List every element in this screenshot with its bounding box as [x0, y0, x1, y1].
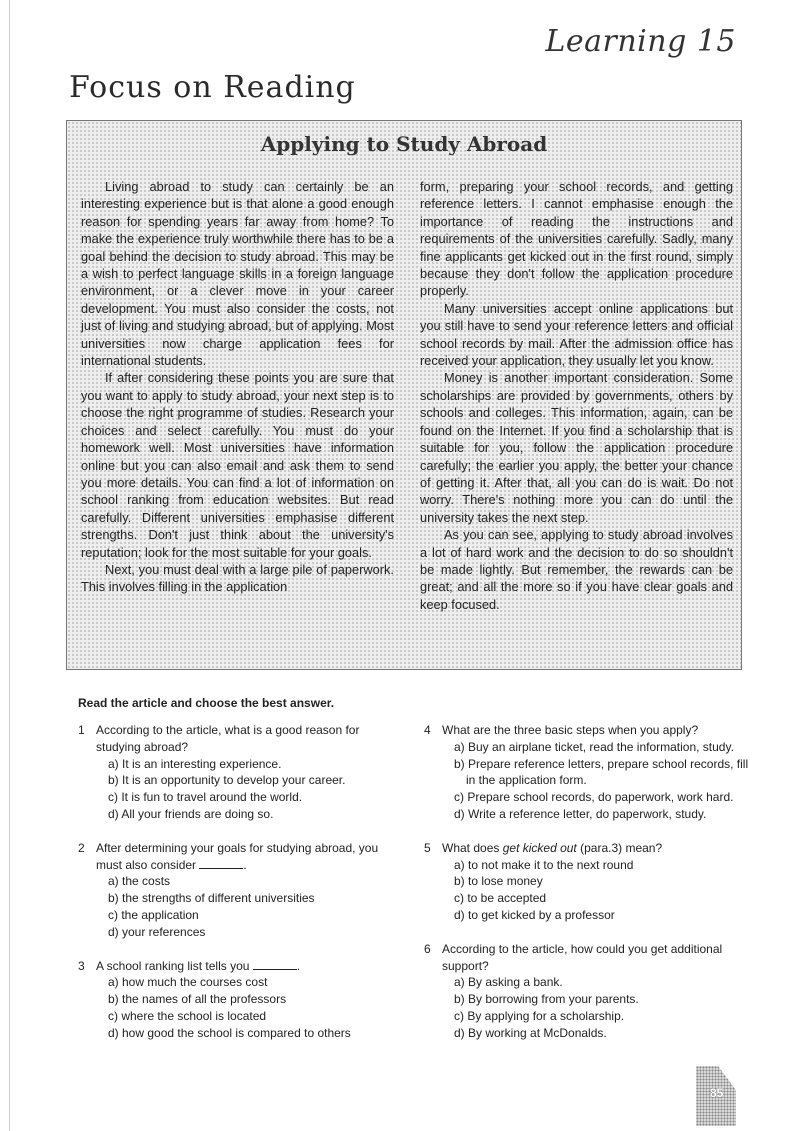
section-title: Focus on Reading — [69, 70, 356, 105]
answer-option: c) Prepare school records, do paperwork, work hard. — [454, 790, 734, 805]
question-stem: According to the article, what is a good reason for studying abroad? — [96, 723, 360, 754]
article-paragraph: Money is another important consideration. Some scholarships are provided by governments, others by schools and colleges. This information, again, can be found on the Internet. If you find a scholarship that is suitable for you, follow the application procedure carefully; the earlier you apply, the better your chance of getting it. After that, all you can do is wait. Do not worry. There's nothing more you can do until the university takes the next step. — [420, 370, 733, 525]
question-number: 5 — [424, 840, 431, 855]
question-stem: According to the article, how could you get additional support? — [442, 941, 723, 973]
answer-blank — [253, 959, 297, 970]
article-paragraph: Many universities accept online applications but you still have to send your reference letters and official school records by mail. After the admission office has received your application, they usually let you know. — [420, 300, 733, 369]
question-stem — [442, 840, 754, 857]
article-paragraph: Next, you must deal with a large pile of paperwork. This involves filling in the application — [81, 561, 394, 595]
answer-option: d) All your friends are doing so. — [108, 806, 274, 821]
questions-right-column — [424, 722, 754, 1059]
article-right-column — [420, 178, 733, 613]
answer-option: d) how good the school is compared to others — [108, 1025, 351, 1040]
answer-option: c) where the school is located — [108, 1008, 267, 1023]
question-stem-end: . — [243, 857, 247, 872]
answer-option: b) Prepare reference letters, prepare school records, fill in the application form. — [454, 756, 749, 788]
question-number: 3 — [78, 958, 85, 973]
answer-option: a) It is an interesting experience. — [108, 756, 282, 771]
answer-option: a) the costs — [108, 874, 171, 889]
answer-option: a) to not make it to the next round — [454, 857, 634, 872]
question-number: 2 — [78, 840, 85, 855]
question-item — [78, 958, 398, 1042]
answer-option: c) By applying for a scholarship. — [454, 1008, 625, 1023]
answer-blank — [199, 858, 243, 869]
question-stem-phrase: get kicked out — [502, 840, 577, 855]
answer-option: c) It is fun to travel around the world. — [108, 790, 303, 805]
answer-option: d) Write a reference letter, do paperwork, study. — [454, 806, 707, 821]
answer-option: a) Buy an airplane ticket, read the information, study. — [454, 739, 734, 754]
answer-option: b) to lose money — [454, 874, 543, 889]
question-stem-after: (para.3) mean? — [580, 840, 663, 855]
answer-option: d) your references — [108, 924, 206, 939]
question-item — [424, 722, 754, 823]
answer-option: d) to get kicked by a professor — [454, 907, 615, 922]
answer-option: c) to be accepted — [454, 891, 547, 906]
question-item — [424, 941, 754, 1042]
article-paragraph: If after considering these points you are sure that you want to apply to study abroad, your next step is to choose the right programme of studies. Research your choices and select carefully. You must do your homework well. Most universities have information online but you can also email and ask them to send you more details. You can find a lot of information on school ranking from education websites. But read carefully. Different universities emphasise different strengths. Don't just think about the university's reputation; look for the most suitable for your goals. — [81, 370, 394, 560]
question-item — [78, 840, 398, 941]
question-stem-end: . — [296, 958, 301, 973]
page-number: 85 — [710, 1086, 724, 1100]
question-stem-before: What does — [442, 840, 500, 855]
answer-option: b) By borrowing from your parents. — [454, 992, 639, 1007]
answer-option: b) It is an opportunity to develop your career. — [108, 773, 346, 788]
question-stem — [96, 840, 398, 874]
article-left-column — [81, 178, 394, 596]
article-paragraph: As you can see, applying to study abroad involves a lot of hard work and the decision to do so shouldn't be made lightly. But remember, the rewards can be great; and all the more so if you have clear goals and keep focused. — [420, 527, 733, 612]
question-stem-text: After determining your goals for studying abroad, you must also consider — [96, 840, 379, 872]
unit-label: Learning 15 — [545, 24, 736, 59]
questions-left-column — [78, 722, 398, 1059]
answer-option: d) By working at McDonalds. — [454, 1025, 607, 1040]
question-number: 4 — [424, 723, 431, 737]
question-number: 1 — [78, 723, 85, 737]
question-stem: What are the three basic steps when you apply? — [442, 723, 699, 737]
question-stem — [96, 958, 398, 975]
question-item — [424, 840, 754, 924]
answer-option: a) how much the courses cost — [108, 975, 268, 990]
article-box — [66, 120, 742, 670]
page-edge-rule — [9, 0, 10, 1131]
answer-option: c) the application — [108, 907, 199, 922]
article-title: Applying to Study Abroad — [260, 132, 548, 156]
quiz-instruction: Read the article and choose the best answer. — [78, 696, 335, 710]
answer-option: a) By asking a bank. — [454, 975, 563, 990]
answer-option: b) the strengths of different universities — [108, 891, 315, 906]
question-stem-text: A school ranking list tells you — [96, 958, 250, 973]
article-paragraph-continuation: form, preparing your school records, and getting reference letters. I cannot emphasise enough the importance of reading the instructions and requirements of the universities carefully. Sadly, many fine applicants get kicked out in the first round, simply because they don't follow the application procedure properly. — [420, 179, 733, 299]
question-item — [78, 722, 398, 823]
question-number: 6 — [424, 941, 431, 956]
answer-option: b) the names of all the professors — [108, 992, 287, 1007]
article-paragraph: Living abroad to study can certainly be an interesting experience but is that alone a good enough reason for spending years far away from home? To make the experience truly worthwhile there has to be a goal behind the decision to study abroad. This may be a wish to perfect language skills in a foreign language environment, or a clever move in your career development. You must also consider the costs, not just of living and studying abroad, but of applying. Most universities now charge application fees for international students. — [81, 179, 394, 369]
